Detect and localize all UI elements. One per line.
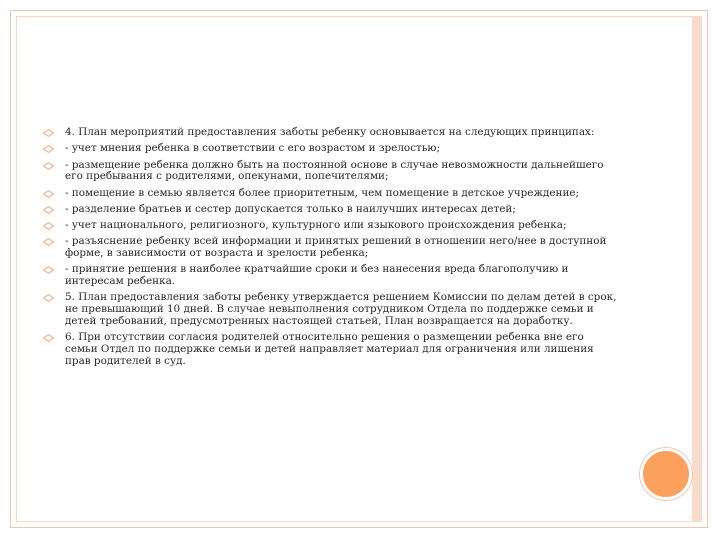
diamond-outline-icon [43, 222, 54, 230]
list-item-text: 4. План мероприятий предоставления заботы ребенку основывается на следующих принципах: [65, 126, 595, 138]
diamond-outline-icon [43, 238, 54, 246]
list-item-text: 6. При отсутствии согласия родителей относительно решения о размещении ребенка вне его семьи Отдел по поддержке семьи и детей направляет материал для ограничения или лишения прав родителей в суд. [65, 331, 594, 367]
diamond-outline-icon [43, 334, 54, 342]
list-item [43, 127, 618, 139]
diamond-outline-icon [43, 190, 54, 198]
list-item [43, 332, 618, 367]
list-item-text: - учет национального, религиозного, культурного или языкового происхождения ребенка; [65, 219, 567, 232]
list-item [43, 264, 618, 287]
list-item [43, 143, 618, 155]
diamond-outline-icon [43, 266, 54, 274]
list-item [43, 292, 618, 327]
diamond-outline-icon [43, 294, 54, 302]
diamond-outline-icon [43, 162, 54, 170]
bullet-list [43, 127, 618, 372]
slide-side-bar [692, 16, 702, 522]
list-item [43, 236, 618, 259]
list-item [43, 204, 618, 216]
list-item-text: - учет мнения ребенка в соответствии с его возрастом и зрелостью; [65, 142, 440, 155]
list-item-text: - разъяснение ребенку всей информации и принятых решений в отношении него/нее в доступной форме, в зависимости от возраста и зрелости ребенка; [65, 235, 607, 260]
list-item-text: 5. План предоставления заботы ребенку утверждается решением Комиссии по делам детей в срок, не превышающий 10 дней. В случае невыполнения сотрудником Отдела по поддержке семьи и детей требований, предусмотренных настоящей статьей, План возвращается на доработку. [65, 291, 617, 327]
list-item [43, 220, 618, 232]
list-item [43, 160, 618, 183]
diamond-outline-icon [43, 129, 54, 137]
list-item-text: - помещение в семью является более приоритетным, чем помещение в детское учреждение; [65, 186, 580, 199]
list-item-text: - размещение ребенка должно быть на постоянной основе в случае невозможности дальнейшего его пребывания с родителями, опекунами, попечителями; [65, 158, 604, 183]
diamond-outline-icon [43, 206, 54, 214]
list-item-text: - принятие решения в наиболее кратчайшие сроки и без нанесения вреда благополучию и интересам ребенка. [65, 263, 569, 288]
list-item [43, 188, 618, 200]
diamond-outline-icon [43, 145, 54, 153]
list-item-text: - разделение братьев и сестер допускается только в наилучших интересах детей; [65, 202, 516, 215]
decorative-circle [640, 448, 692, 500]
